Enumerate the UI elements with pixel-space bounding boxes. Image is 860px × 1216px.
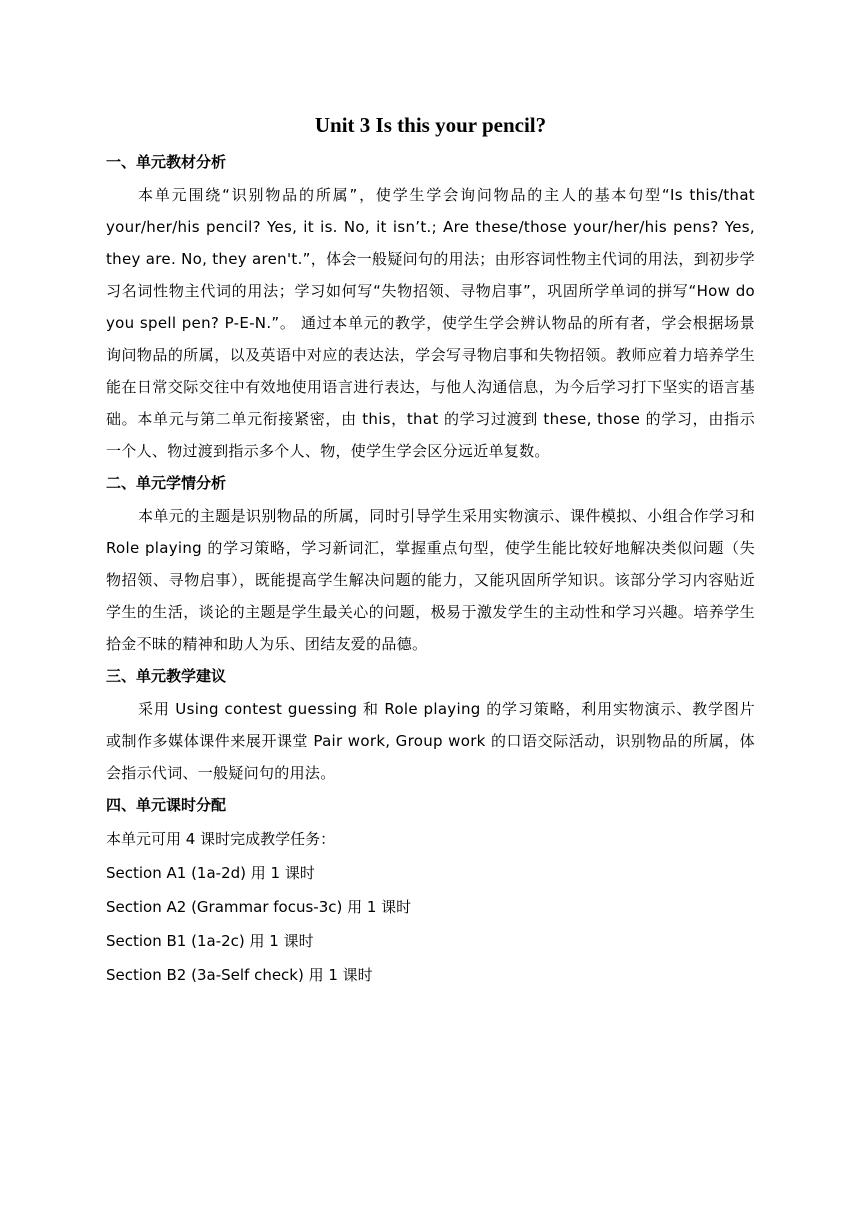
- section-heading-allocation: 四、单元课时分配: [106, 796, 227, 814]
- allocation-item: Section B1 (1a-2c) 用 1 课时: [106, 932, 314, 950]
- section-paragraph-learner: 本单元的主题是识别物品的所属，同时引导学生采用实物演示、课件模拟、小组合作学习和 Role playing 的学习策略，学习新词汇，掌握重点句型，使学生能比较好地解决类似问题（失物招领、寻物启事），既能提高学生解决问题的能力，又能巩固所学知识。该部分学习内容贴近学生的生活，谈论的主题是学生最关心的问题，极易于激发学生的主动性和学习兴趣。培养学生拾金不昧的精神和助人为乐、团结友爱的品德。: [106, 507, 755, 653]
- document-title: Unit 3 Is this your pencil?: [314, 113, 547, 137]
- allocation-item: Section B2 (3a-Self check) 用 1 课时: [106, 966, 373, 984]
- section-heading-suggestion: 三、单元教学建议: [106, 667, 227, 685]
- section-heading-analysis: 一、单元教材分析: [106, 153, 227, 171]
- allocation-item: Section A1 (1a-2d) 用 1 课时: [106, 864, 315, 882]
- allocation-intro: 本单元可用 4 课时完成教学任务：: [106, 830, 336, 848]
- section-paragraph-analysis: 本单元围绕“识别物品的所属”，使学生学会询问物品的主人的基本句型“Is this/that your/her/his pencil? Yes, it is. No, it isn’t.; Are these/those your/her/his pens? Yes, they are. No, they aren't.”，体会一般疑问句的用法；由形容词性物主代词的用法，到初步学习名词性物主代词的用法；学习如何写“失物招领、寻物启事”，巩固所学单词的拼写“How do you spell pen? P-E-N.”。 通过本单元的教学，使学生学会辨认物品的所有者，学会根据场景询问物品的所属，以及英语中对应的表达法，学会写寻物启事和失物招领。教师应着力培养学生能在日常交际交往中有效地使用语言进行表达，与他人沟通信息，为今后学习打下坚实的语言基础。本单元与第二单元衔接紧密，由 this，that 的学习过渡到 these, those 的学习，由指示一个人、物过渡到指示多个人、物，使学生学会区分远近单复数。: [106, 186, 755, 460]
- document-page: [106, 108, 755, 992]
- allocation-item: Section A2 (Grammar focus-3c) 用 1 课时: [106, 898, 412, 916]
- section-heading-learner: 二、单元学情分析: [106, 474, 227, 492]
- section-paragraph-suggestion: 采用 Using contest guessing 和 Role playing 的学习策略，利用实物演示、教学图片或制作多媒体课件来展开课堂 Pair work, Group work 的口语交际活动，识别物品的所属，体会指示代词、一般疑问句的用法。: [106, 700, 755, 782]
